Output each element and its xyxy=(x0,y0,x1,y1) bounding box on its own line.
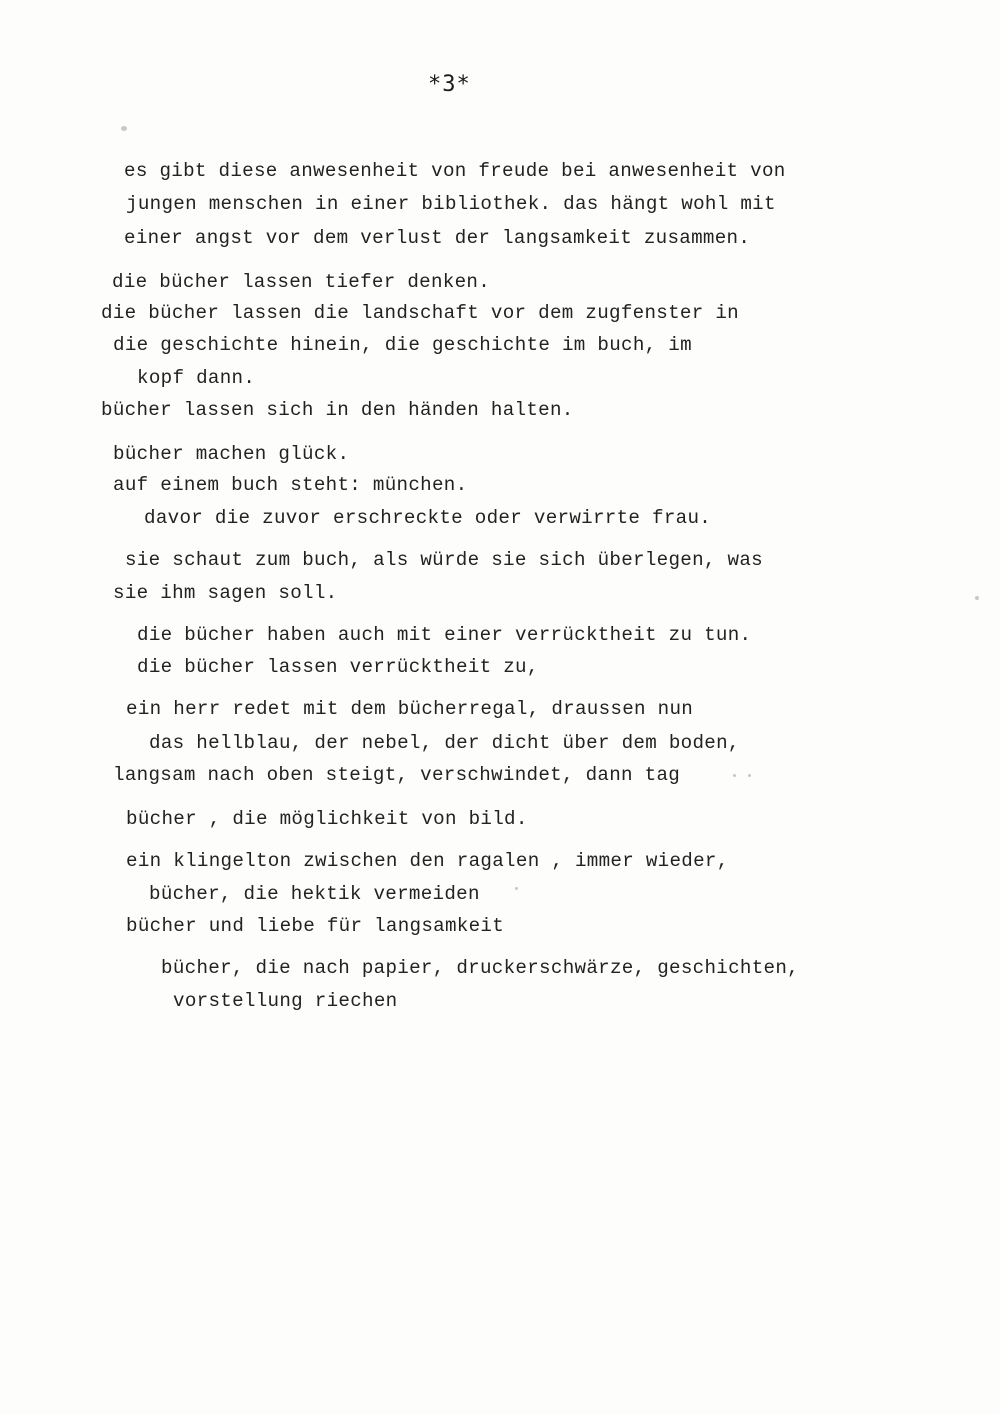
text-line: ein herr redet mit dem bücherregal, draussen nun xyxy=(126,698,694,720)
paper-speck xyxy=(515,887,518,890)
text-line: die geschichte hinein, die geschichte im buch, im xyxy=(113,334,692,356)
paper-speck xyxy=(748,774,751,777)
text-line: die bücher lassen tiefer denken. xyxy=(112,271,491,293)
text-line: bücher lassen sich in den händen halten. xyxy=(101,399,574,421)
text-line: sie ihm sagen soll. xyxy=(113,582,338,604)
text-line: bücher, die hektik vermeiden xyxy=(149,883,480,905)
paper-speck xyxy=(733,774,736,777)
text-line: die bücher lassen die landschaft vor dem zugfenster in xyxy=(101,302,739,324)
text-line: das hellblau, der nebel, der dicht über dem boden, xyxy=(149,732,740,754)
text-line: bücher , die möglichkeit von bild. xyxy=(126,808,528,830)
text-line: kopf dann. xyxy=(137,367,256,389)
text-line: die bücher lassen verrücktheit zu, xyxy=(137,656,539,678)
text-line: es gibt diese anwesenheit von freude bei anwesenheit von xyxy=(124,160,786,182)
text-line: die bücher haben auch mit einer verrücktheit zu tun. xyxy=(137,624,752,646)
text-line: ein klingelton zwischen den ragalen , immer wieder, xyxy=(126,850,729,872)
text-line: bücher und liebe für langsamkeit xyxy=(126,915,505,937)
paper-speck xyxy=(975,596,979,600)
page-number: *3* xyxy=(428,72,471,97)
paper-speck xyxy=(121,126,127,131)
text-line: davor die zuvor erschreckte oder verwirrte frau. xyxy=(144,507,712,529)
text-line: vorstellung riechen xyxy=(173,990,398,1012)
text-line: jungen menschen in einer bibliothek. das hängt wohl mit xyxy=(126,193,776,215)
text-line: auf einem buch steht: münchen. xyxy=(113,474,468,496)
text-line: sie schaut zum buch, als würde sie sich überlegen, was xyxy=(125,549,763,571)
text-line: langsam nach oben steigt, verschwindet, dann tag xyxy=(113,764,681,786)
text-line: bücher, die nach papier, druckerschwärze, geschichten, xyxy=(161,957,799,979)
text-line: bücher machen glück. xyxy=(113,443,350,465)
text-line: einer angst vor dem verlust der langsamkeit zusammen. xyxy=(124,227,751,249)
